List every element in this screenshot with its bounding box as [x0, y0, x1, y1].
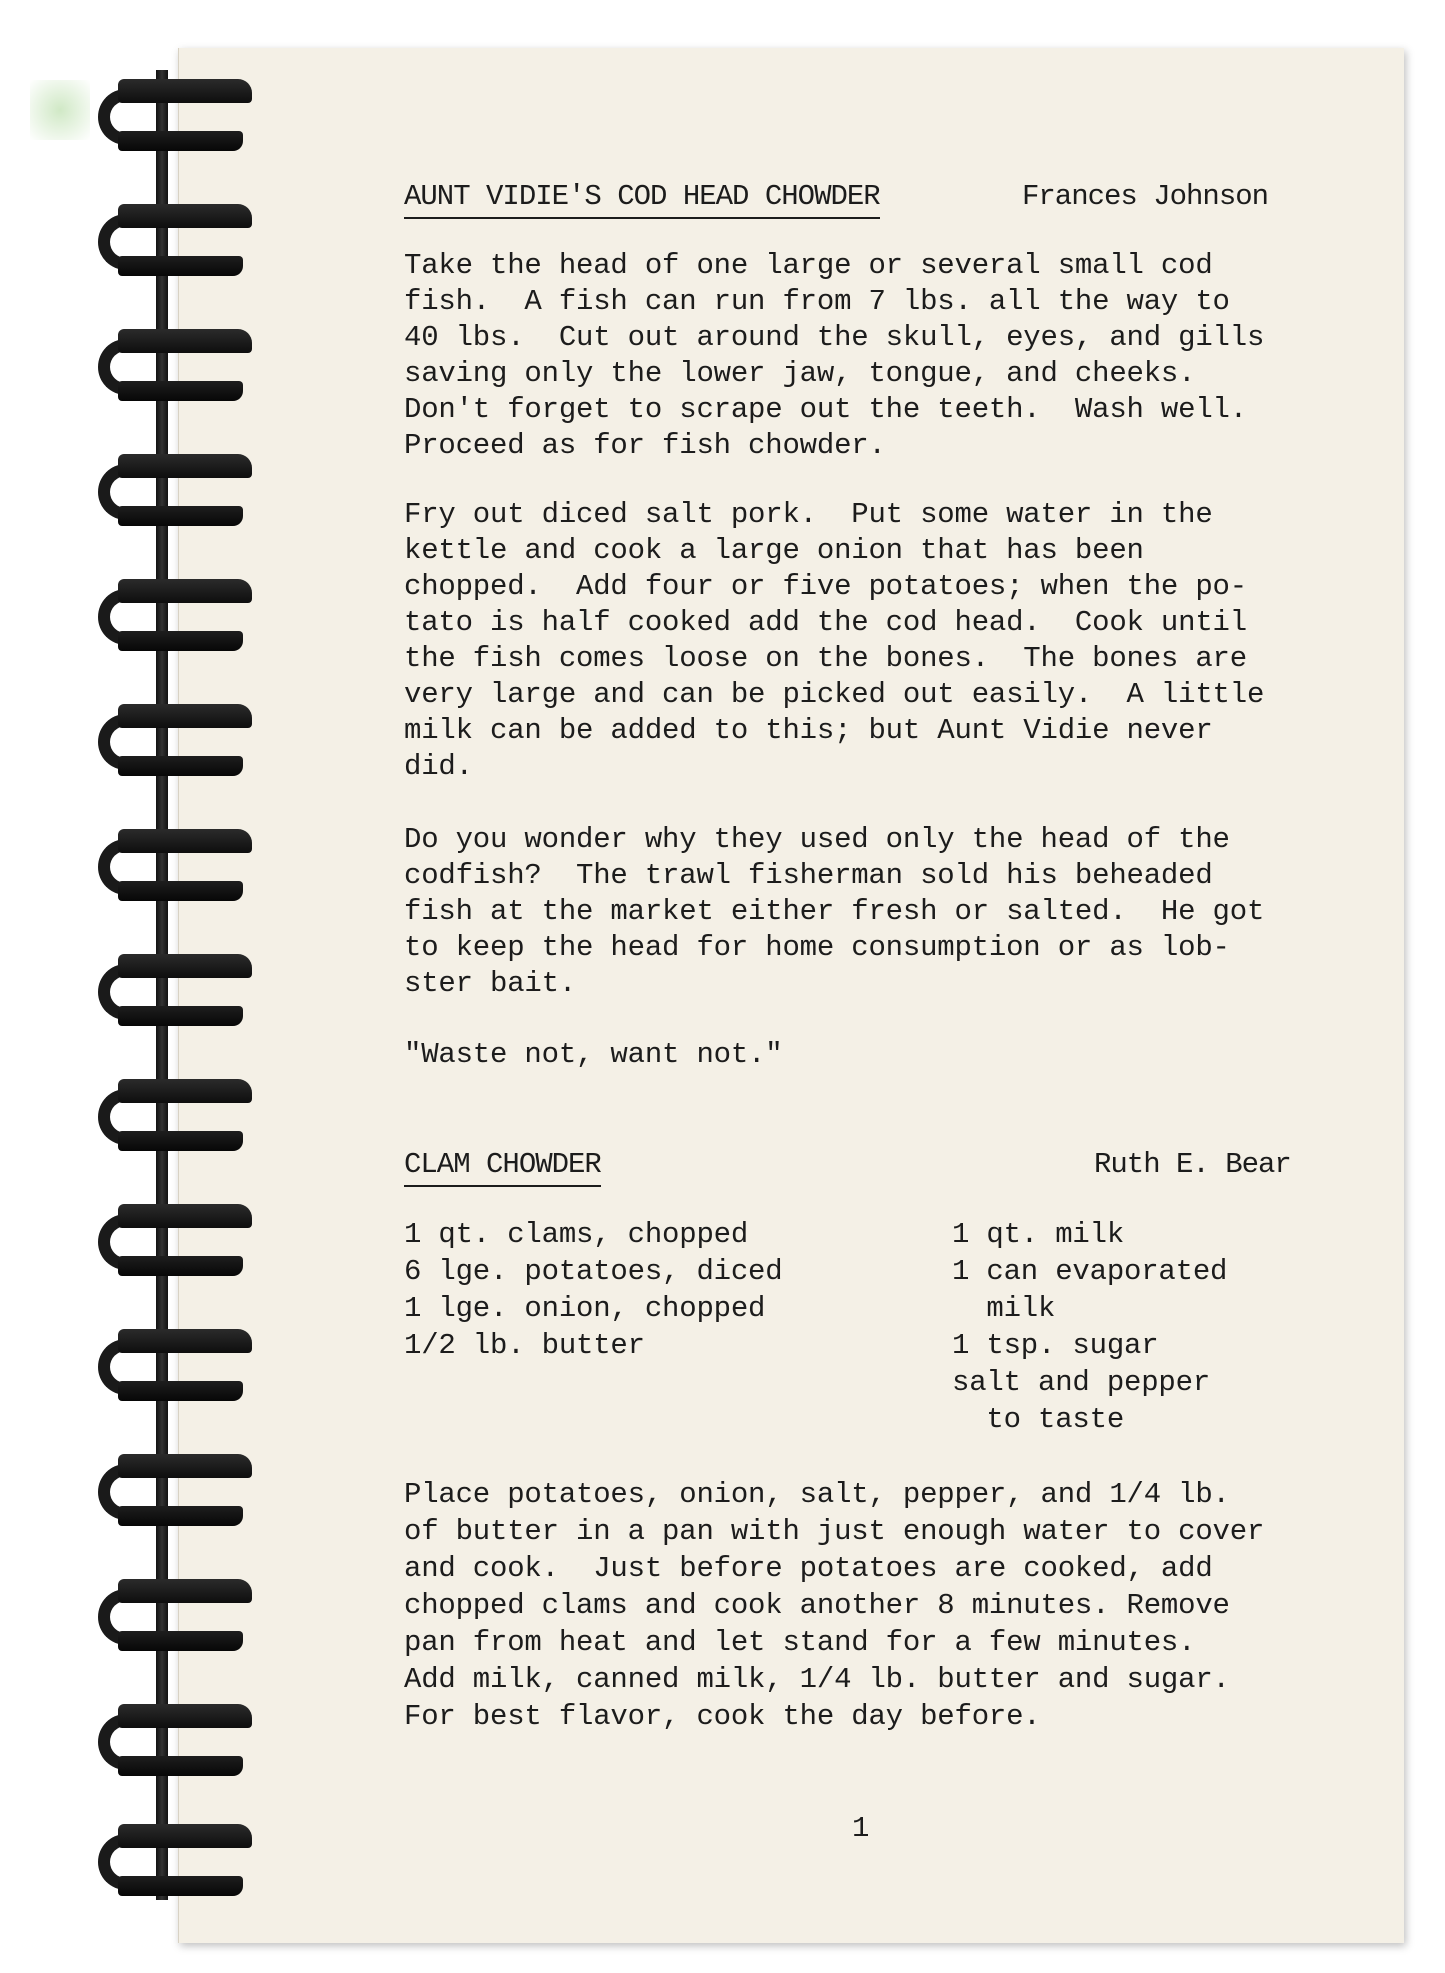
ring-front: [118, 579, 252, 603]
binding-ring: [88, 1450, 256, 1530]
binding-ring: [88, 200, 256, 280]
ring-lower: [118, 1256, 243, 1276]
binding-ring: [88, 1325, 256, 1405]
ring-front: [118, 204, 252, 228]
ring-lower: [118, 1876, 243, 1896]
ring-lower: [118, 1756, 243, 1776]
paragraph-text: Do you wonder why they used only the head of the codfish? The trawl fisherman sold his beheaded fish at the market either fresh or salted. He got to keep the head for home consumption or as lob- ster bait.: [404, 823, 1265, 1000]
ring-lower: [118, 1631, 243, 1651]
binding-ring: [88, 1075, 256, 1155]
ingredients-right-column: [952, 1216, 1227, 1438]
recipe1-paragraph-1: [404, 248, 1264, 464]
ring-front: [118, 454, 252, 478]
binding-ring: [88, 75, 256, 155]
ring-lower: [118, 256, 243, 276]
binding-ring: [88, 1700, 256, 1780]
recipe-author-ruth-e-bear: Ruth E. Bear: [1094, 1148, 1291, 1181]
binding-ring: [88, 1200, 256, 1280]
ring-lower: [118, 756, 243, 776]
paragraph-text: Place potatoes, onion, salt, pepper, and 1/4 lb. of butter in a pan with just enough water to cover and cook. Just before potatoes are cooked, add chopped clams and cook another 8 minutes. Remove pan from heat and let stand for a few minutes. Add milk, canned milk, 1/4 lb. butter and sugar. For best flavor, cook the day before.: [404, 1478, 1265, 1733]
recipe-title-cod-head-chowder: AUNT VIDIE'S COD HEAD CHOWDER: [404, 180, 880, 219]
ring-lower: [118, 631, 243, 651]
binding-ring: [88, 575, 256, 655]
ring-front: [118, 329, 252, 353]
background-shadow: [30, 80, 90, 140]
binding-ring: [88, 825, 256, 905]
paragraph-text: "Waste not, want not.": [404, 1038, 783, 1071]
recipe1-paragraph-2: [404, 497, 1264, 785]
ring-front: [118, 79, 252, 103]
ring-front: [118, 1454, 252, 1478]
paragraph-text: Take the head of one large or several small cod fish. A fish can run from 7 lbs. all the way to 40 lbs. Cut out around the skull, eyes, and gills saving only the lower jaw, tongue, and cheeks. Don't forget to scrape out the teeth. Wash well. Proceed as for fish chowder.: [404, 249, 1265, 462]
recipe1-quote: [404, 1037, 782, 1073]
recipe2-directions: [404, 1476, 1264, 1735]
page-number: 1: [852, 1812, 869, 1845]
recipe-title-clam-chowder: CLAM CHOWDER: [404, 1148, 601, 1187]
ring-front: [118, 704, 252, 728]
ring-front: [118, 1824, 252, 1848]
ring-lower: [118, 1006, 243, 1026]
paragraph-text: Fry out diced salt pork. Put some water in the kettle and cook a large onion that has been chopped. Add four or five potatoes; when the po- tato is half cooked add the cod head. Cook until the fish comes loose on the bones. The bones are very large and can be picked out easily. A little milk can be added to this; but Aunt Vidie never did.: [404, 498, 1265, 783]
binding-ring: [88, 700, 256, 780]
ring-front: [118, 1329, 252, 1353]
ring-lower: [118, 131, 243, 151]
ingredient-list: 1 qt. clams, chopped 6 lge. potatoes, diced 1 lge. onion, chopped 1/2 lb. butter: [404, 1218, 783, 1362]
binding-ring: [88, 1575, 256, 1655]
ring-lower: [118, 381, 243, 401]
binding-ring: [88, 450, 256, 530]
ring-lower: [118, 506, 243, 526]
ring-front: [118, 829, 252, 853]
binding-ring: [88, 1820, 256, 1900]
ring-lower: [118, 1381, 243, 1401]
recipe1-paragraph-3: [404, 822, 1264, 1002]
ring-front: [118, 1579, 252, 1603]
ring-front: [118, 954, 252, 978]
ring-front: [118, 1079, 252, 1103]
ring-front: [118, 1704, 252, 1728]
ring-lower: [118, 1131, 243, 1151]
ingredients-left-column: [404, 1216, 782, 1364]
ingredient-list: 1 qt. milk 1 can evaporated milk 1 tsp. sugar salt and pepper to taste: [952, 1218, 1228, 1436]
binding-ring: [88, 325, 256, 405]
binding-ring: [88, 950, 256, 1030]
ring-lower: [118, 1506, 243, 1526]
ring-front: [118, 1204, 252, 1228]
ring-lower: [118, 881, 243, 901]
recipe-author-frances-johnson: Frances Johnson: [1022, 180, 1269, 213]
